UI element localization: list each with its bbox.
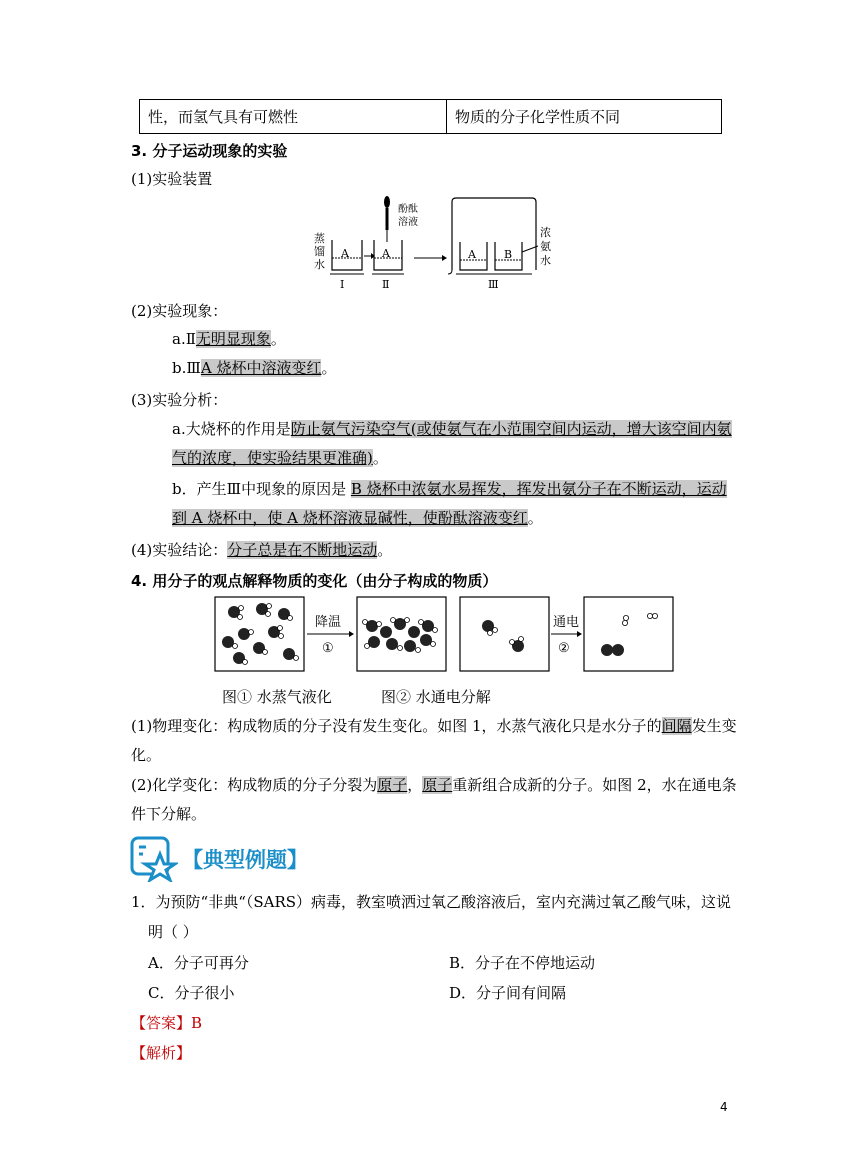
label-char: 蒸 <box>314 232 325 245</box>
svg-text:A: A <box>341 247 349 260</box>
arrow1-num: ① <box>322 641 334 656</box>
arrow2-label: 通电 <box>553 615 580 630</box>
chemical-change-line2: 件下分解。 <box>131 805 207 823</box>
answer-value: B <box>191 1014 203 1032</box>
label-1: Ⅰ <box>340 278 345 290</box>
arrow1-label: 降温 <box>315 615 342 630</box>
water-label <box>314 231 325 271</box>
beaker-2 <box>374 240 402 270</box>
comparison-table <box>139 99 722 134</box>
arrow2-num: ② <box>558 641 570 656</box>
ammonia-label: 水 <box>540 254 551 267</box>
figure-caption-2: 图② 水通电分解 <box>381 688 491 706</box>
paragraph: (2)实验现象： <box>131 302 228 320</box>
analysis-a-line2: 气的浓度，使实验结果更准确)。 <box>172 449 388 467</box>
label-char: 馏 <box>314 245 325 258</box>
analysis-a-line1: a.大烧杯的作用是防止氨气污染空气(或使氨气在小范围空间内运动，增大该空间内氨 <box>172 420 732 438</box>
svg-text:A: A <box>468 248 476 261</box>
section-banner-title: 【典型例题】 <box>182 848 308 872</box>
observation-b: b.ⅢA 烧杯中溶液变红。 <box>172 359 337 377</box>
physical-change-line1: (1)物理变化：构成物质的分子没有发生变化。如图 1，水蒸气液化只是水分子的间隔发生变 <box>131 717 737 735</box>
table-row <box>140 100 722 134</box>
beaker-1 <box>332 240 362 270</box>
analysis-label: 【解析】 <box>131 1044 192 1062</box>
ammonia-label: 浓 <box>540 226 551 239</box>
option-c: C．分子很小 <box>148 984 235 1002</box>
option-a: A．分子可再分 <box>148 954 249 972</box>
section-heading-4: 4. 用分子的观点解释物质的变化（由分子构成的物质） <box>131 572 498 590</box>
apparatus-figure <box>310 194 560 290</box>
section-heading-3: 3. 分子运动现象的实验 <box>131 142 288 160</box>
answer-line <box>131 1008 202 1038</box>
physical-change-line2: 化。 <box>131 746 162 764</box>
indicator-label: 溶液 <box>398 217 418 228</box>
svg-text:A: A <box>382 247 390 260</box>
beaker-A <box>460 242 487 270</box>
molecule-figure <box>214 596 676 674</box>
conclusion: (4)实验结论：分子总是在不断地运动。 <box>131 541 393 559</box>
option-d: D．分子间有间隔 <box>449 984 567 1002</box>
svg-text:B: B <box>504 248 513 261</box>
label-3: Ⅲ <box>488 278 499 290</box>
star-icon <box>130 834 178 882</box>
paragraph: (1)实验装置 <box>131 170 213 188</box>
table-cell: 物质的分子化学性质不同 <box>447 100 722 134</box>
option-b: B．分子在不停地运动 <box>449 954 596 972</box>
table-cell: 性，而氢气具有可燃性 <box>140 100 447 134</box>
label-char: 水 <box>314 258 325 271</box>
question-stem-line1: 1．为预防“非典“（SARS）病毒，教室喷洒过氧乙酸溶液后，室内充满过氧乙酸气味，这说 <box>131 893 732 911</box>
observation-a: a.Ⅱ无明显现象。 <box>172 330 286 348</box>
liquid-box <box>357 597 446 671</box>
analysis-b-line2: 到 A 烧杯中，使 A 烧杯溶液显碱性，使酚酞溶液变红。 <box>172 509 543 527</box>
answer-label: 【答案】 <box>131 1014 192 1032</box>
figure-caption-1: 图① 水蒸气液化 <box>222 688 332 706</box>
indicator-label: 酚酞 <box>398 204 418 215</box>
question-stem-line2: 明（ ） <box>148 923 198 941</box>
analysis-b-line1: b．产生Ⅲ中现象的原因是 B 烧杯中浓氨水易挥发，挥发出氨分子在不断运动，运动 <box>172 480 727 498</box>
ammonia-label: 氨 <box>540 240 551 253</box>
page-number: 4 <box>720 1100 728 1114</box>
paragraph: (3)实验分析： <box>131 391 228 409</box>
label-2: Ⅱ <box>382 278 390 290</box>
products-box <box>584 597 673 671</box>
chemical-change-line1: (2)化学变化：构成物质的分子分裂为原子，原子重新组合成新的分子。如图 2，水在通电条 <box>131 776 737 794</box>
beaker-B <box>495 242 522 270</box>
dropper-icon <box>384 196 390 242</box>
water-box <box>460 597 549 671</box>
